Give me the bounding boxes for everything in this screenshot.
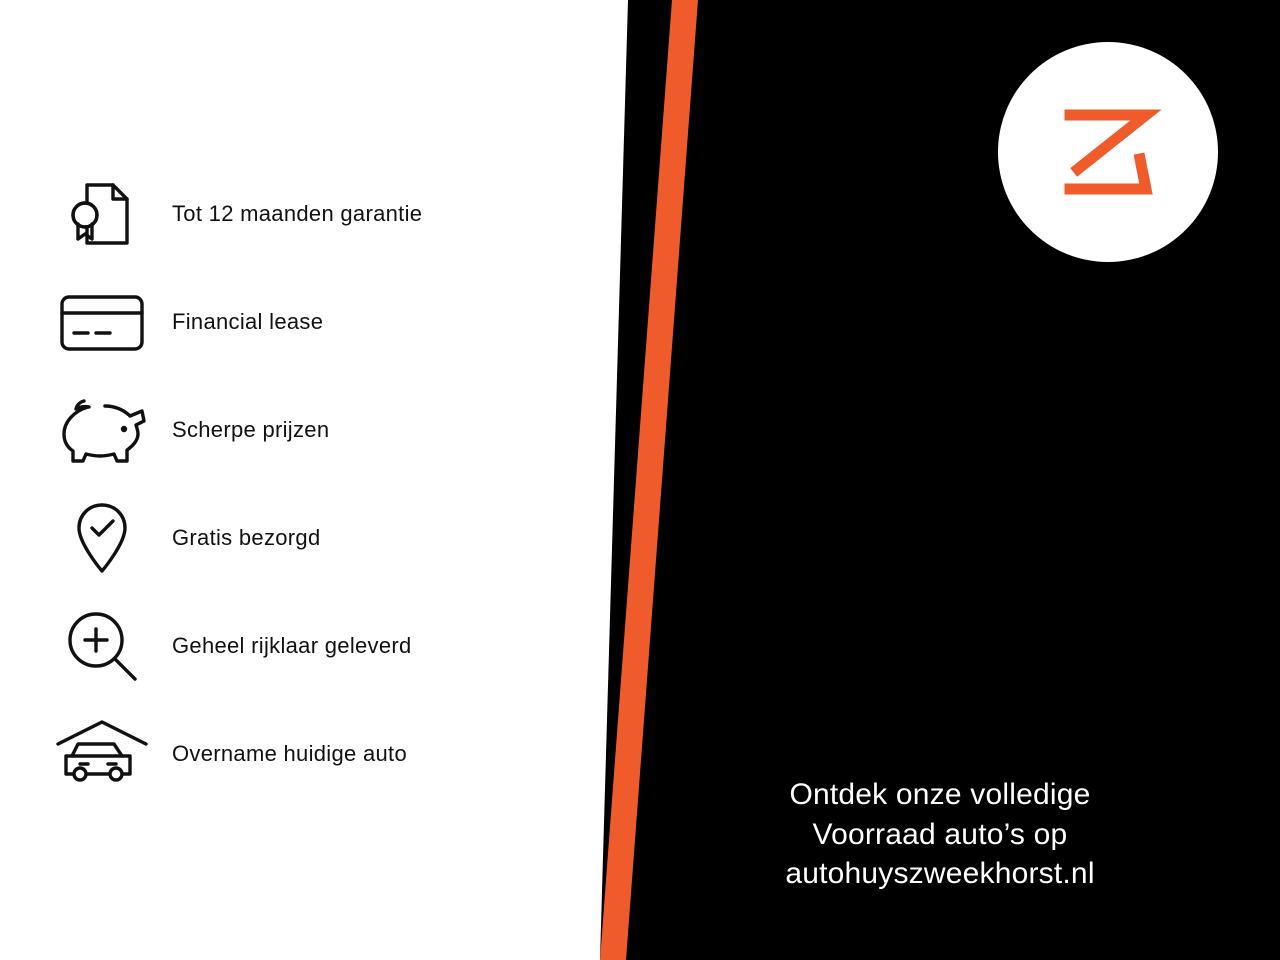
document-badge-icon xyxy=(50,177,154,251)
feature-item-financial-lease xyxy=(50,268,610,376)
feature-label: Geheel rijklaar geleverd xyxy=(172,633,412,658)
feature-item-garantie xyxy=(50,160,610,268)
tagline-line-2: Voorraad auto’s op xyxy=(812,817,1068,851)
credit-card-icon xyxy=(50,289,154,355)
feature-item-rijklaar xyxy=(50,592,610,700)
feature-label: Financial lease xyxy=(172,309,324,334)
feature-item-scherpe-prijzen xyxy=(50,376,610,484)
feature-list xyxy=(50,160,610,808)
feature-label: Overname huidige auto xyxy=(172,741,408,766)
tagline xyxy=(600,775,1280,894)
magnifier-plus-icon xyxy=(50,606,154,686)
location-pin-check-icon xyxy=(50,499,154,577)
feature-label: Tot 12 maanden garantie xyxy=(172,201,423,226)
brand-logo xyxy=(998,42,1218,262)
piggy-bank-icon xyxy=(50,391,154,469)
right-dark-panel xyxy=(600,0,1280,960)
feature-item-overname-auto xyxy=(50,700,610,808)
tagline-line-3: autohuyszweekhorst.nl xyxy=(785,857,1095,891)
feature-label: Scherpe prijzen xyxy=(172,417,330,442)
feature-label: Gratis bezorgd xyxy=(172,525,321,550)
car-garage-icon xyxy=(50,716,154,792)
feature-item-gratis-bezorgd xyxy=(50,484,610,592)
tagline-line-1: Ontdek onze volledige xyxy=(789,778,1091,812)
z-logo-icon xyxy=(1048,97,1168,207)
